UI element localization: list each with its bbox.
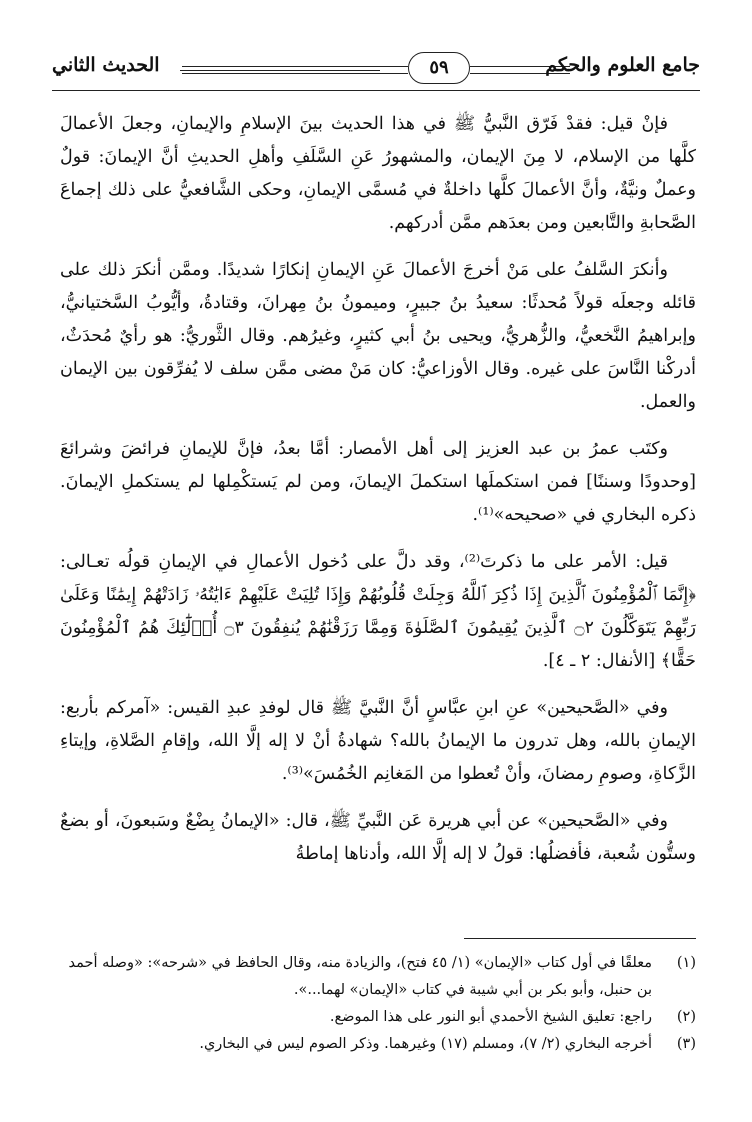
footnote-number: (٢) [676,1009,696,1025]
page-number: ٥٩ [408,52,470,84]
footnote-number: (٣) [676,1036,696,1052]
paragraph: وفي «الصَّحيحين» عن أبي هريرة عَن النَّبيِّ ﷺ، قال: «الإيمانُ بِضْعٌ وسَبعونَ، أو بضعٌ وستُّون شُعبة، فأفضلُها: قولُ لا إله إلَّا الله، وأدناها إماطةُ [60,811,696,864]
paragraph-with-verse: قيل: الأمر على ما ذكرتَ⁽²⁾، وقد دلَّ على دُخول الأعمالِ في الإيمانِ قولُه تعـالى: ﴿إِنَّمَا ٱلْمُؤْمِنُونَ ٱلَّذِينَ إِذَا ذُكِرَ ٱللَّهُ وَجِلَتْ قُلُوبُهُمْ وَإِذَا تُلِيَتْ عَلَيْهِمْ ءَايَٰتُهُۥ زَادَتْهُمْ إِيمَٰنًا وَعَلَىٰ رَبِّهِمْ يَتَوَكَّلُونَ ۝٢ ٱلَّذِينَ يُقِيمُونَ ٱلصَّلَوٰةَ وَمِمَّا رَزَقْنَٰهُمْ يُنفِقُونَ ۝٣ أُو۟لَٰٓئِكَ هُمُ ٱلْمُؤْمِنُونَ حَقًّا﴾ [الأنفال: ٢ ـ ٤]. [60,552,696,671]
footnote [60,950,696,1004]
footnote [60,1004,696,1031]
header-double-rule-left [182,66,408,74]
main-text [60,108,696,885]
header-underline [52,90,700,91]
paragraph: وأنكرَ السَّلفُ على مَنْ أخرجَ الأعمالَ عَنِ الإيمانِ إنكارًا شديدًا. وممَّن أنكرَ ذلك على قائله وجعلَه قولاً مُحدثًا: سعيدُ بنُ جبيرٍ، وميمونُ بنُ مِهرانَ، وقتادةُ، وأيُّوبُ السَّختيانيُّ، وإبراهيمُ النَّخعيُّ، والزُّهريُّ، ويحيى بنُ أبي كثيرٍ، وغيرُهم. وقال الثَّوريُّ: هو رأيٌ مُحدَثٌ، أدركْنا النَّاسَ على غيره. وقال الأوزاعيُّ: كان مَنْ مضى ممَّن سلف لا يُفرِّقون بين الإيمان والعمل. [60,260,696,412]
footnotes [60,950,696,1058]
footnote-text: راجع: تعليق الشيخ الأحمدي أبو النور على هذا الموضع. [329,1009,652,1025]
paragraph: فإنْ قيل: فقدْ فَرّق النَّبيُّ ﷺ في هذا الحديث بينَ الإسلامِ والإيمانِ، وجعلَ الأعمالَ كلَّها من الإسلام، لا مِنَ الإيمان، والمشهورُ عَنِ السَّلَفِ وأهلِ الحديثِ أنَّ الإيمانَ: قولٌ وعملٌ ونيَّةٌ، وأنَّ الأعمالَ كلَّها داخلةٌ في مُسمَّى الإيمانِ، وحكى الشَّافعيُّ على ذلك إجماعَ الصَّحابةِ والتَّابعين ومن بعدَهم ممَّن أدركهم. [60,114,696,233]
footnote-text: أخرجه البخاري (٢/ ٧)، ومسلم (١٧) وغيرهما. وذكر الصوم ليس في البخاري. [199,1036,652,1052]
footnote-number: (١) [676,955,696,971]
paragraph: وكتَب عمرُ بن عبد العزيز إلى أهل الأمصار: أمَّا بعدُ، فإنَّ للإيمانِ فرائضَ وشرائعَ [وحدودًا وسننًا] فمن استكملَها استكملَ الإيمانَ، ومن لم يَستكْمِلها لم يستكملِ الإيمانَ. ذكره البخاري في «صحيحه»⁽¹⁾. [60,439,696,525]
section-title: الحديث الثاني [52,54,160,76]
running-header [52,52,700,88]
footnote-text: معلقًا في أول كتاب «الإيمان» (١/ ٤٥ فتح)، والزيادة منه، وقال الحافظ في «شرحه»: «وصله أحمد بن حنبل، وأبو بكر بن أبي شيبة في كتاب «الإيمان» لهما...». [68,955,652,998]
book-title: جامع العلوم والحكم [545,54,700,76]
footnote-separator [464,938,696,939]
paragraph: وفي «الصَّحيحين» عنِ ابنِ عبَّاسٍ أنَّ النَّبيَّ ﷺ قال لوفدِ عبدِ القيس: «آمركم بأربع: الإيمانِ بالله، وهل تدرون ما الإيمانُ بالله؟ شهادةُ أنْ لا إله إلَّا الله، وإقامِ الصَّلاةِ، وإيتاءِ الزَّكاةِ، وصومِ رمضانَ، وأنْ تُعطوا من المَغانِم الخُمُسَ»⁽³⁾. [60,698,696,784]
footnote [60,1031,696,1058]
